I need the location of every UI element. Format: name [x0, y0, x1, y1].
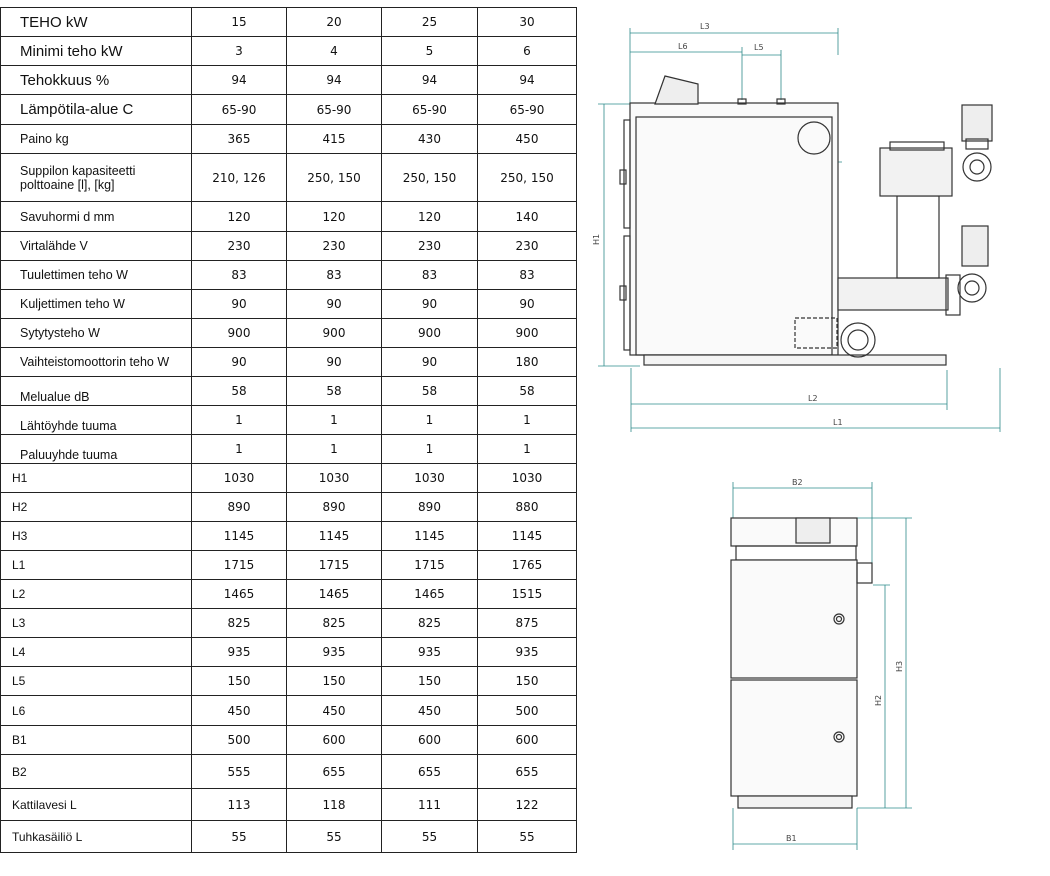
value-cell: 450 — [287, 696, 382, 726]
table-row — [1, 95, 577, 125]
table-row — [1, 464, 577, 493]
value-cell: 65-90 — [382, 95, 478, 125]
dim-b1: B1 — [786, 834, 797, 843]
value-cell: 1030 — [478, 464, 577, 493]
value-cell: 1030 — [192, 464, 287, 493]
value-cell: 111 — [382, 789, 478, 821]
value-cell: 150 — [478, 667, 577, 696]
row-label: Virtalähde V — [1, 232, 192, 261]
value-cell: 1 — [478, 406, 577, 435]
table-row — [1, 8, 577, 37]
value-cell: 230 — [382, 232, 478, 261]
value-cell: 935 — [478, 638, 577, 667]
value-cell: 250, 150 — [382, 154, 478, 202]
value-cell: 6 — [478, 37, 577, 66]
row-label: B2 — [1, 755, 192, 789]
value-cell: 94 — [192, 66, 287, 95]
table-row — [1, 232, 577, 261]
row-label: H2 — [1, 493, 192, 522]
value-cell: 1145 — [478, 522, 577, 551]
value-cell: 600 — [478, 726, 577, 755]
value-cell: 20 — [287, 8, 382, 37]
value-cell: 1515 — [478, 580, 577, 609]
dim-h1: H1 — [592, 233, 601, 245]
value-cell: 58 — [382, 377, 478, 406]
row-label: Tehokkuus % — [1, 66, 192, 95]
value-cell: 230 — [192, 232, 287, 261]
value-cell: 1465 — [382, 580, 478, 609]
value-cell: 120 — [192, 202, 287, 232]
table-row — [1, 609, 577, 638]
table-row — [1, 37, 577, 66]
value-cell: 1030 — [382, 464, 478, 493]
value-cell: 825 — [192, 609, 287, 638]
value-cell: 83 — [287, 261, 382, 290]
value-cell: 4 — [287, 37, 382, 66]
value-cell: 90 — [287, 290, 382, 319]
value-cell: 83 — [382, 261, 478, 290]
value-cell: 83 — [478, 261, 577, 290]
value-cell: 113 — [192, 789, 287, 821]
value-cell: 120 — [287, 202, 382, 232]
table-row — [1, 290, 577, 319]
table-row — [1, 522, 577, 551]
table-row — [1, 125, 577, 154]
value-cell: 1465 — [192, 580, 287, 609]
value-cell: 65-90 — [478, 95, 577, 125]
side-view-drawing — [586, 16, 1016, 436]
value-cell: 90 — [192, 348, 287, 377]
value-cell: 430 — [382, 125, 478, 154]
value-cell: 58 — [478, 377, 577, 406]
value-cell: 120 — [382, 202, 478, 232]
row-label: Paino kg — [1, 125, 192, 154]
row-label: Kuljettimen teho W — [1, 290, 192, 319]
value-cell: 250, 150 — [287, 154, 382, 202]
value-cell: 180 — [478, 348, 577, 377]
dim-l1: L1 — [833, 418, 843, 427]
value-cell: 1030 — [287, 464, 382, 493]
table-row — [1, 696, 577, 726]
table-row — [1, 726, 577, 755]
table-row — [1, 638, 577, 667]
table-row — [1, 319, 577, 348]
row-label: L5 — [1, 667, 192, 696]
value-cell: 1 — [478, 435, 577, 464]
row-label: H1 — [1, 464, 192, 493]
value-cell: 600 — [287, 726, 382, 755]
value-cell: 122 — [478, 789, 577, 821]
value-cell: 415 — [287, 125, 382, 154]
row-label: L3 — [1, 609, 192, 638]
boiler-front-outline — [731, 518, 872, 808]
value-cell: 655 — [382, 755, 478, 789]
dim-l5: L5 — [754, 43, 764, 52]
row-label: L6 — [1, 696, 192, 726]
value-cell: 935 — [287, 638, 382, 667]
row-label: Suppilon kapasiteetti polttoaine [l], [kg] — [1, 154, 192, 202]
value-cell: 365 — [192, 125, 287, 154]
value-cell: 655 — [287, 755, 382, 789]
row-label: B1 — [1, 726, 192, 755]
value-cell: 55 — [382, 821, 478, 853]
table-row — [1, 821, 577, 853]
value-cell: 55 — [192, 821, 287, 853]
value-cell: 210, 126 — [192, 154, 287, 202]
value-cell: 1 — [192, 406, 287, 435]
table-row — [1, 154, 577, 202]
table-row — [1, 202, 577, 232]
row-label: Melualue dB — [1, 377, 192, 406]
value-cell: 90 — [382, 290, 478, 319]
value-cell: 1765 — [478, 551, 577, 580]
table-row — [1, 580, 577, 609]
value-cell: 1715 — [287, 551, 382, 580]
row-label: L4 — [1, 638, 192, 667]
value-cell: 30 — [478, 8, 577, 37]
row-label: Minimi teho kW — [1, 37, 192, 66]
row-label: Vaihteistomoottorin teho W — [1, 348, 192, 377]
value-cell: 450 — [478, 125, 577, 154]
value-cell: 1715 — [382, 551, 478, 580]
value-cell: 150 — [192, 667, 287, 696]
table-row — [1, 406, 577, 435]
value-cell: 230 — [478, 232, 577, 261]
table-row — [1, 377, 577, 406]
row-label: L1 — [1, 551, 192, 580]
value-cell: 90 — [287, 348, 382, 377]
value-cell: 65-90 — [192, 95, 287, 125]
value-cell: 250, 150 — [478, 154, 577, 202]
value-cell: 825 — [287, 609, 382, 638]
row-label: Paluuyhde tuuma — [1, 435, 192, 464]
value-cell: 450 — [192, 696, 287, 726]
value-cell: 58 — [192, 377, 287, 406]
value-cell: 1145 — [382, 522, 478, 551]
table-row — [1, 261, 577, 290]
value-cell: 90 — [478, 290, 577, 319]
value-cell: 118 — [287, 789, 382, 821]
table-row — [1, 667, 577, 696]
dim-l6: L6 — [678, 42, 688, 51]
value-cell: 230 — [287, 232, 382, 261]
dim-l3: L3 — [700, 22, 710, 31]
table-row — [1, 66, 577, 95]
table-row — [1, 551, 577, 580]
dim-h3: H3 — [895, 660, 904, 672]
table-row — [1, 755, 577, 789]
value-cell: 3 — [192, 37, 287, 66]
value-cell: 1 — [382, 435, 478, 464]
value-cell: 1465 — [287, 580, 382, 609]
value-cell: 150 — [382, 667, 478, 696]
value-cell: 890 — [192, 493, 287, 522]
value-cell: 935 — [382, 638, 478, 667]
value-cell: 25 — [382, 8, 478, 37]
dim-h2: H2 — [874, 694, 883, 706]
value-cell: 900 — [192, 319, 287, 348]
table-row — [1, 435, 577, 464]
dim-b2: B2 — [792, 478, 803, 487]
table-row — [1, 789, 577, 821]
spec-table — [0, 7, 577, 853]
value-cell: 655 — [478, 755, 577, 789]
value-cell: 94 — [478, 66, 577, 95]
table-row — [1, 348, 577, 377]
value-cell: 1145 — [287, 522, 382, 551]
value-cell: 83 — [192, 261, 287, 290]
value-cell: 890 — [382, 493, 478, 522]
table-row — [1, 493, 577, 522]
row-label: Tuulettimen teho W — [1, 261, 192, 290]
value-cell: 500 — [478, 696, 577, 726]
value-cell: 1 — [287, 406, 382, 435]
value-cell: 55 — [478, 821, 577, 853]
row-label: Savuhormi d mm — [1, 202, 192, 232]
value-cell: 450 — [382, 696, 478, 726]
row-label: Lämpötila-alue C — [1, 95, 192, 125]
value-cell: 58 — [287, 377, 382, 406]
row-label: TEHO kW — [1, 8, 192, 37]
row-label: Tuhkasäiliö L — [1, 821, 192, 853]
value-cell: 600 — [382, 726, 478, 755]
value-cell: 825 — [382, 609, 478, 638]
value-cell: 150 — [287, 667, 382, 696]
value-cell: 94 — [287, 66, 382, 95]
value-cell: 1 — [287, 435, 382, 464]
value-cell: 1 — [382, 406, 478, 435]
value-cell: 5 — [382, 37, 478, 66]
value-cell: 94 — [382, 66, 478, 95]
row-label: Lähtöyhde tuuma — [1, 406, 192, 435]
row-label: H3 — [1, 522, 192, 551]
row-label: L2 — [1, 580, 192, 609]
value-cell: 880 — [478, 493, 577, 522]
boiler-side-outline — [620, 76, 992, 365]
value-cell: 90 — [382, 348, 478, 377]
value-cell: 140 — [478, 202, 577, 232]
value-cell: 1145 — [192, 522, 287, 551]
value-cell: 900 — [382, 319, 478, 348]
value-cell: 890 — [287, 493, 382, 522]
value-cell: 65-90 — [287, 95, 382, 125]
value-cell: 935 — [192, 638, 287, 667]
value-cell: 90 — [192, 290, 287, 319]
value-cell: 900 — [287, 319, 382, 348]
row-label: Sytytysteho W — [1, 319, 192, 348]
value-cell: 15 — [192, 8, 287, 37]
row-label: Kattilavesi L — [1, 789, 192, 821]
value-cell: 55 — [287, 821, 382, 853]
value-cell: 900 — [478, 319, 577, 348]
value-cell: 1715 — [192, 551, 287, 580]
value-cell: 500 — [192, 726, 287, 755]
front-view-drawing — [725, 475, 920, 855]
value-cell: 875 — [478, 609, 577, 638]
value-cell: 1 — [192, 435, 287, 464]
dim-l2: L2 — [808, 394, 818, 403]
value-cell: 555 — [192, 755, 287, 789]
